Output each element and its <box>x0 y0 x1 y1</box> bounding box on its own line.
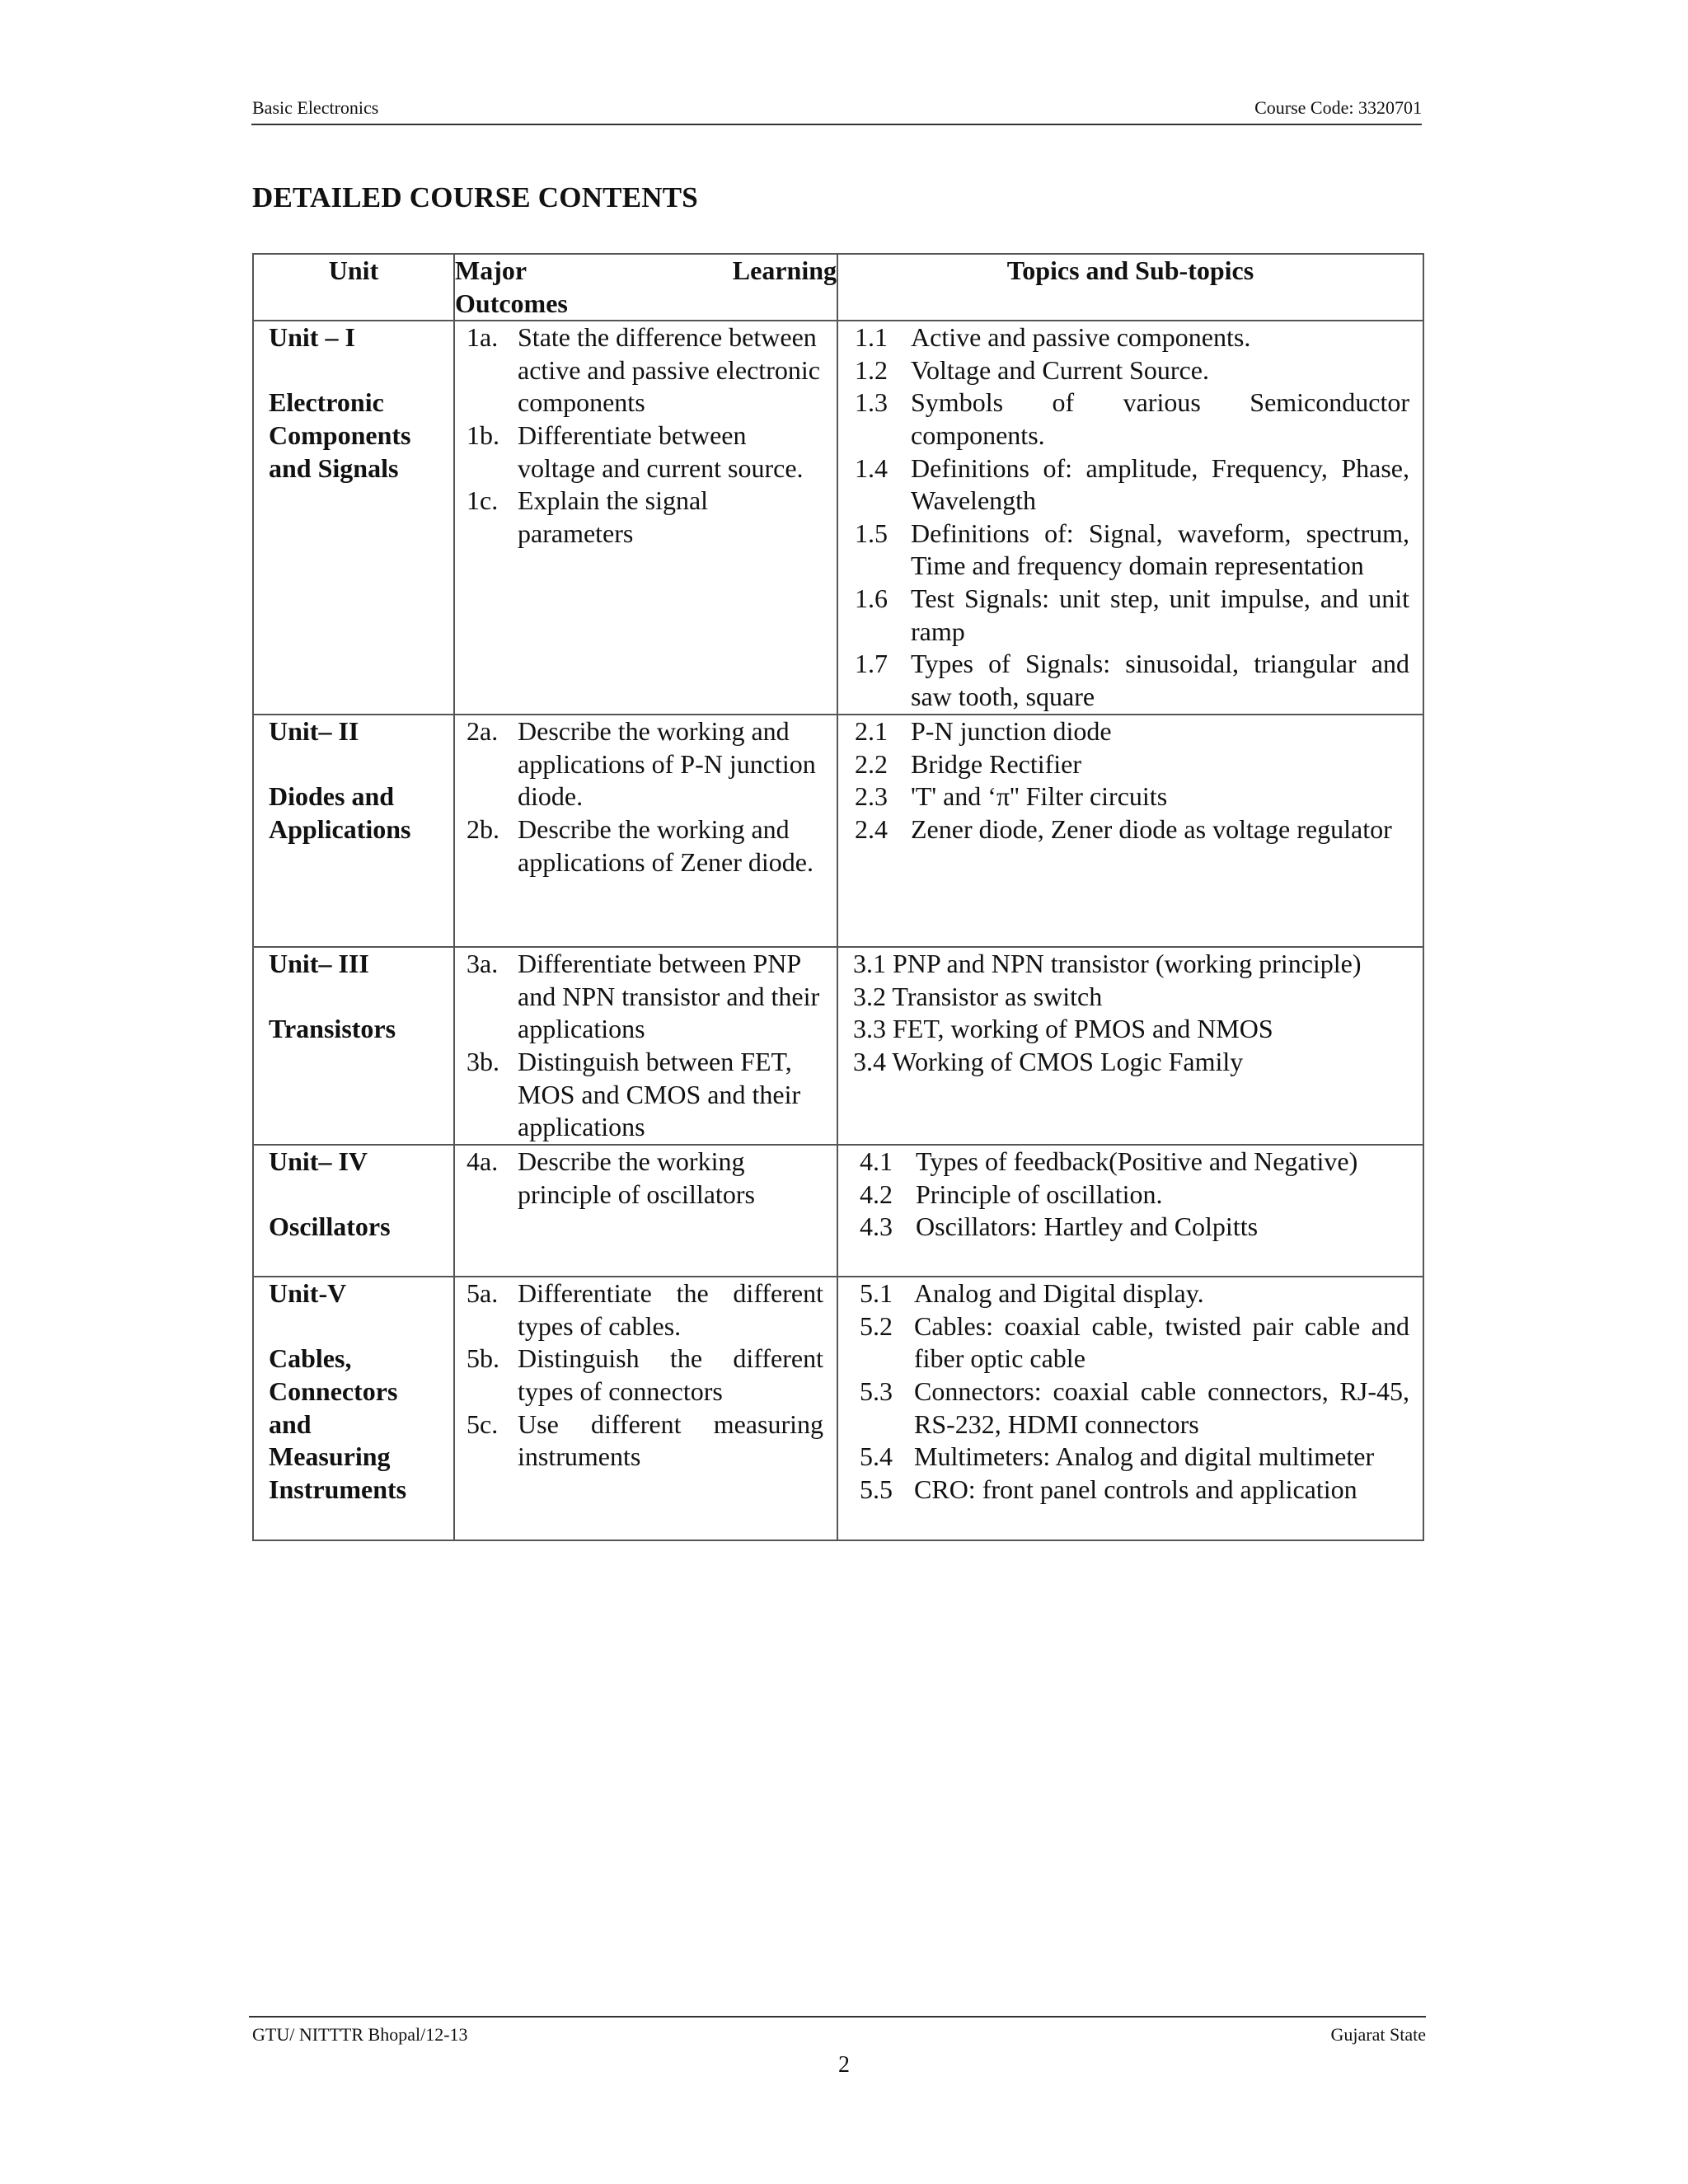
unit-name-line: Transistors <box>269 1014 396 1044</box>
footer-rule <box>249 2016 1426 2018</box>
outcome-item <box>467 485 823 550</box>
topic-number: 5.4 <box>860 1441 893 1472</box>
table-header-row <box>253 254 1423 321</box>
outcome-text: Explain the signal parameters <box>518 485 709 548</box>
topic-item <box>855 715 1409 748</box>
unit-name-line: Electronic <box>269 387 384 418</box>
topic-text: Oscillators: Hartley and Colpitts <box>916 1212 1259 1242</box>
topic-number: 1.6 <box>855 583 888 613</box>
outcome-label: 3b. <box>467 1046 499 1076</box>
topic-number: 1.5 <box>855 518 888 548</box>
topic-item <box>860 1474 1409 1507</box>
running-header-title: Basic Electronics <box>252 97 379 118</box>
outcome-text: Distinguish between FET, MOS and CMOS and their applications <box>518 1046 801 1142</box>
topics-cell <box>837 715 1423 947</box>
outcome-item <box>467 419 823 485</box>
topic-number: 1.7 <box>855 649 888 679</box>
outcome-label: 4a. <box>467 1146 499 1177</box>
topic-number: 5.2 <box>860 1310 893 1341</box>
outcome-label: 5c. <box>467 1408 499 1439</box>
topic-item <box>860 1376 1409 1441</box>
topic-number: 2.1 <box>855 716 888 747</box>
outcome-item <box>467 1277 823 1343</box>
topic-number: 1.4 <box>855 452 888 483</box>
topic-item <box>855 583 1409 648</box>
unit-name-line: and Signals <box>269 452 399 483</box>
outcome-text: Describe the working and applications of P-N junction diode. <box>518 716 816 812</box>
header-learning-outcomes <box>454 254 837 321</box>
header-mlo-word-1: Major <box>455 255 528 285</box>
outcome-label: 2b. <box>467 813 499 844</box>
unit-name-line: Instruments <box>269 1474 407 1504</box>
topic-number: 4.3 <box>860 1212 893 1242</box>
topic-text: CRO: front panel controls and application <box>914 1474 1357 1504</box>
table-row <box>253 321 1423 715</box>
topic-line: 3.4 Working of CMOS Logic Family <box>853 1046 1244 1076</box>
topics-cell <box>837 321 1423 715</box>
page-number: 2 <box>838 2052 850 2078</box>
topic-line: 3.3 FET, working of PMOS and NMOS <box>853 1014 1273 1044</box>
topic-text: Connectors: coaxial cable connectors, RJ-45, RS-232, HDMI connectors <box>914 1376 1409 1439</box>
table-row <box>253 947 1423 1145</box>
unit-number: Unit-V <box>269 1278 347 1309</box>
outcome-item <box>467 1408 823 1474</box>
outcome-item <box>467 1046 823 1144</box>
unit-cell <box>253 1277 454 1540</box>
outcomes-cell <box>454 1277 837 1540</box>
topic-text: Definitions of: Signal, waveform, spectrum, Time and frequency domain representation <box>911 518 1409 581</box>
outcomes-cell <box>454 715 837 947</box>
outcome-text: Use different measuring instruments <box>518 1408 823 1472</box>
outcomes-cell <box>454 1145 837 1277</box>
unit-name-line: Diodes and <box>269 781 395 812</box>
outcome-label: 1c. <box>467 485 499 516</box>
topic-item <box>855 518 1409 583</box>
topic-number: 5.1 <box>860 1278 893 1309</box>
topic-text: Symbols of various Semiconductor components. <box>911 387 1409 450</box>
outcome-item <box>467 813 823 879</box>
topic-item <box>855 648 1409 713</box>
outcome-text: Describe the working and applications of Zener diode. <box>518 813 814 877</box>
unit-cell <box>253 947 454 1145</box>
topic-number: 2.3 <box>855 781 888 812</box>
unit-number: Unit – I <box>269 322 355 353</box>
topic-text: Voltage and Current Source. <box>911 354 1209 385</box>
topic-item <box>855 780 1409 813</box>
unit-cell <box>253 321 454 715</box>
topic-text: Principle of oscillation. <box>916 1179 1163 1209</box>
unit-name-line: and <box>269 1408 312 1439</box>
outcome-label: 3a. <box>467 949 499 979</box>
unit-number: Unit– IV <box>269 1146 368 1177</box>
topic-text: Test Signals: unit step, unit impulse, and unit ramp <box>911 583 1409 646</box>
section-title: DETAILED COURSE CONTENTS <box>252 181 698 213</box>
topic-text: Active and passive components. <box>911 322 1251 353</box>
topic-text: Types of Signals: sinusoidal, triangular and saw tooth, square <box>911 649 1409 711</box>
topic-item <box>855 813 1409 846</box>
header-unit: Unit <box>253 254 454 321</box>
topic-text: 'T' and ‘π'' Filter circuits <box>911 781 1168 812</box>
outcome-label: 1a. <box>467 322 499 353</box>
topic-number: 5.3 <box>860 1376 893 1406</box>
outcome-item <box>467 1146 823 1211</box>
topics-cell <box>837 1277 1423 1540</box>
topic-item <box>855 354 1409 387</box>
unit-name-line: Measuring <box>269 1441 391 1472</box>
table-row <box>253 1277 1423 1540</box>
topic-item <box>860 1146 1409 1179</box>
unit-cell <box>253 1145 454 1277</box>
topic-text: Bridge Rectifier <box>911 748 1082 779</box>
topic-number: 5.5 <box>860 1474 893 1504</box>
topics-cell <box>837 1145 1423 1277</box>
outcome-text: Distinguish the different types of connectors <box>518 1343 823 1406</box>
topic-item <box>860 1310 1409 1376</box>
header-rule <box>251 124 1422 125</box>
topic-number: 2.4 <box>855 813 888 844</box>
outcomes-cell <box>454 321 837 715</box>
topic-text: Zener diode, Zener diode as voltage regulator <box>911 813 1392 844</box>
topic-item <box>855 321 1409 354</box>
outcome-label: 2a. <box>467 716 499 747</box>
topic-item <box>855 452 1409 518</box>
topic-number: 4.2 <box>860 1179 893 1209</box>
topic-text: P-N junction diode <box>911 716 1112 747</box>
outcome-item <box>467 1343 823 1408</box>
topic-item <box>855 748 1409 781</box>
topic-item <box>855 387 1409 452</box>
topic-number: 4.1 <box>860 1146 893 1177</box>
unit-name-line: Cables, <box>269 1343 352 1374</box>
topic-text: Multimeters: Analog and digital multimeter <box>914 1441 1375 1472</box>
topic-number: 1.2 <box>855 354 888 385</box>
course-contents-table <box>252 253 1424 1541</box>
footer-institution: GTU/ NITTTR Bhopal/12-13 <box>252 2024 468 2045</box>
header-topics: Topics and Sub-topics <box>837 254 1423 321</box>
outcome-text: State the difference between active and passive electronic components <box>518 322 820 418</box>
table-row <box>253 715 1423 947</box>
header-mlo-word-2: Learning <box>732 255 837 285</box>
outcome-item <box>467 948 823 1046</box>
unit-name-line: Components <box>269 419 411 450</box>
topic-text: Cables: coaxial cable, twisted pair cable and fiber optic cable <box>914 1310 1409 1374</box>
topic-item <box>860 1179 1409 1212</box>
topic-item <box>860 1441 1409 1474</box>
topic-item <box>860 1277 1409 1310</box>
outcomes-cell <box>454 947 837 1145</box>
topic-text: Definitions of: amplitude, Frequency, Phase, Wavelength <box>911 452 1409 516</box>
topic-number: 2.2 <box>855 748 888 779</box>
topic-number: 1.1 <box>855 322 888 353</box>
outcome-item <box>467 715 823 813</box>
unit-name-line: Applications <box>269 813 411 844</box>
outcome-text: Differentiate between voltage and current source. <box>518 419 804 483</box>
topic-line: 3.1 PNP and NPN transistor (working principle) <box>853 949 1362 979</box>
topic-text: Analog and Digital display. <box>914 1278 1204 1309</box>
outcome-text: Differentiate between PNP and NPN transistor and their applications <box>518 949 820 1044</box>
topic-item <box>860 1211 1409 1244</box>
unit-name-line: Oscillators <box>269 1212 391 1242</box>
topic-text: Types of feedback(Positive and Negative) <box>916 1146 1358 1177</box>
topic-number: 1.3 <box>855 387 888 418</box>
outcome-text: Differentiate the different types of cables. <box>518 1278 823 1341</box>
outcome-label: 5b. <box>467 1343 499 1374</box>
topic-line: 3.2 Transistor as switch <box>853 981 1103 1011</box>
unit-cell <box>253 715 454 947</box>
outcome-label: 5a. <box>467 1278 499 1309</box>
topics-cell <box>837 947 1423 1145</box>
unit-name-line: Connectors <box>269 1376 398 1406</box>
table-row <box>253 1145 1423 1277</box>
running-header-course-code: Course Code: 3320701 <box>1254 97 1422 118</box>
footer-state: Gujarat State <box>1330 2024 1426 2045</box>
outcome-text: Describe the working principle of oscillators <box>518 1146 755 1209</box>
unit-number: Unit– III <box>269 949 369 979</box>
unit-number: Unit– II <box>269 716 359 747</box>
outcome-item <box>467 321 823 419</box>
outcome-label: 1b. <box>467 419 499 450</box>
header-mlo-word-3: Outcomes <box>455 288 568 318</box>
